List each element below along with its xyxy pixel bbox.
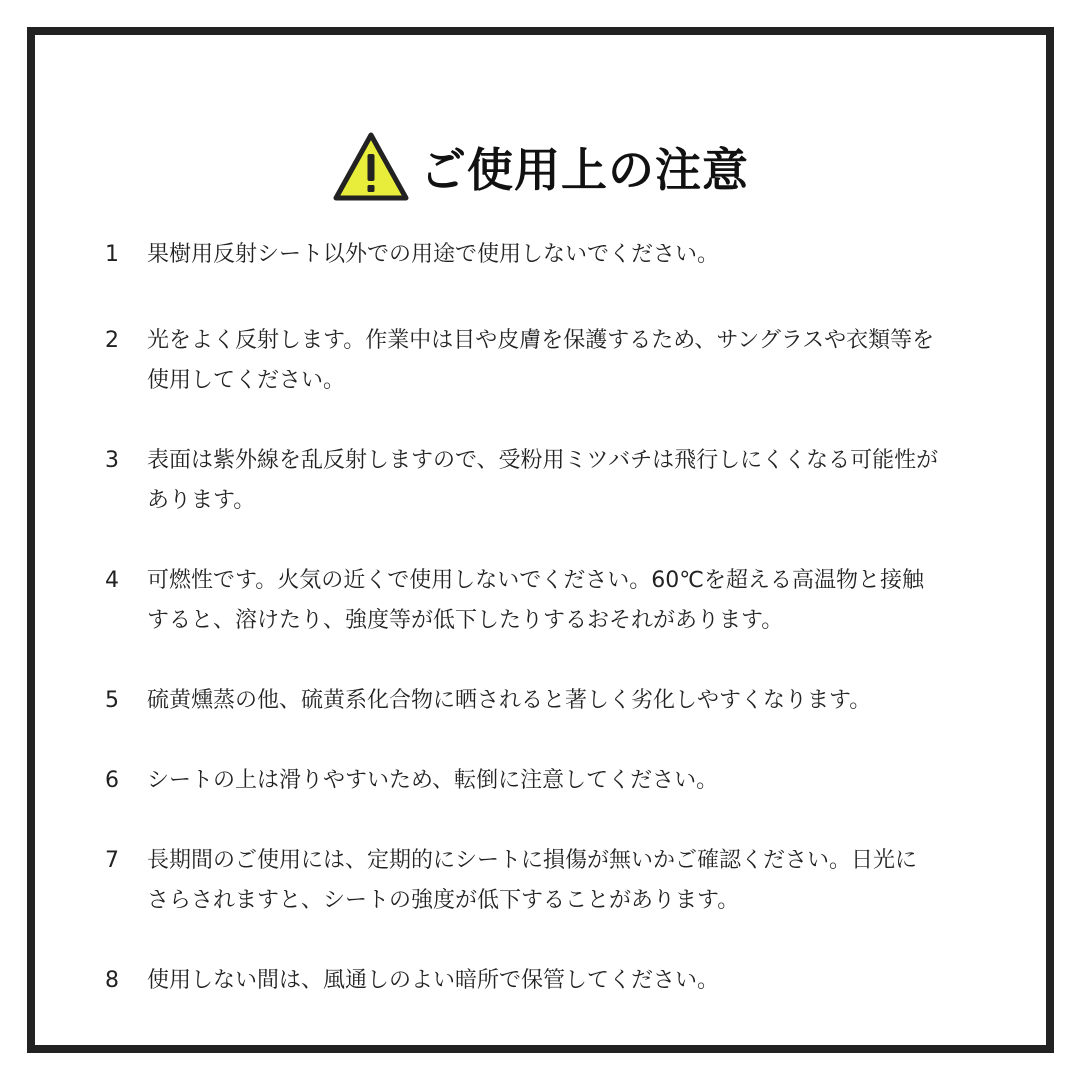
notice-frame [27, 27, 1054, 1053]
caution-item-1 [105, 235, 1005, 275]
caution-item-7 [105, 841, 1005, 921]
item-text: 硫黄燻蒸の他、硫黄系化合物に晒されると著しく劣化しやすくなります。 [147, 688, 872, 713]
caution-item-4 [105, 561, 1005, 641]
item-text: 使用しない間は、風通しのよい暗所で保管してください。 [147, 968, 720, 993]
item-text: 果樹用反射シート以外での用途で使用しないでください。 [147, 242, 720, 267]
item-number: 7 [105, 848, 119, 873]
caution-item-3 [105, 441, 1005, 521]
item-number: 3 [105, 448, 119, 473]
item-number: 1 [105, 242, 119, 267]
caution-item-8 [105, 961, 1005, 1001]
item-text: 長期間のご使用には、定期的にシートに損傷が無いかご確認ください。日光に さらされますと、シートの強度が低下することがあります。 [147, 848, 918, 913]
caution-item-2 [105, 321, 1005, 401]
item-number: 8 [105, 968, 119, 993]
item-number: 2 [105, 328, 119, 353]
item-text: 表面は紫外線を乱反射しますので、受粉用ミツバチは飛行しにくくなる可能性が あります。 [147, 448, 939, 513]
caution-item-6 [105, 761, 1005, 801]
caution-item-5 [105, 681, 1005, 721]
item-number: 5 [105, 688, 119, 713]
title-row [35, 127, 1046, 207]
warning-triangle-icon [332, 130, 410, 204]
item-number: 4 [105, 568, 119, 593]
item-text: 光をよく反射します。作業中は目や皮膚を保護するため、サングラスや衣類等を 使用してください。 [147, 328, 935, 393]
page-title: ご使用上の注意 [420, 143, 749, 197]
item-text: 可燃性です。火気の近くで使用しないでください。60℃を超える高温物と接触 すると、溶けたり、強度等が低下したりするおそれがあります。 [147, 568, 924, 633]
item-number: 6 [105, 768, 119, 793]
item-text: シートの上は滑りやすいため、転倒に注意してください。 [147, 768, 719, 793]
